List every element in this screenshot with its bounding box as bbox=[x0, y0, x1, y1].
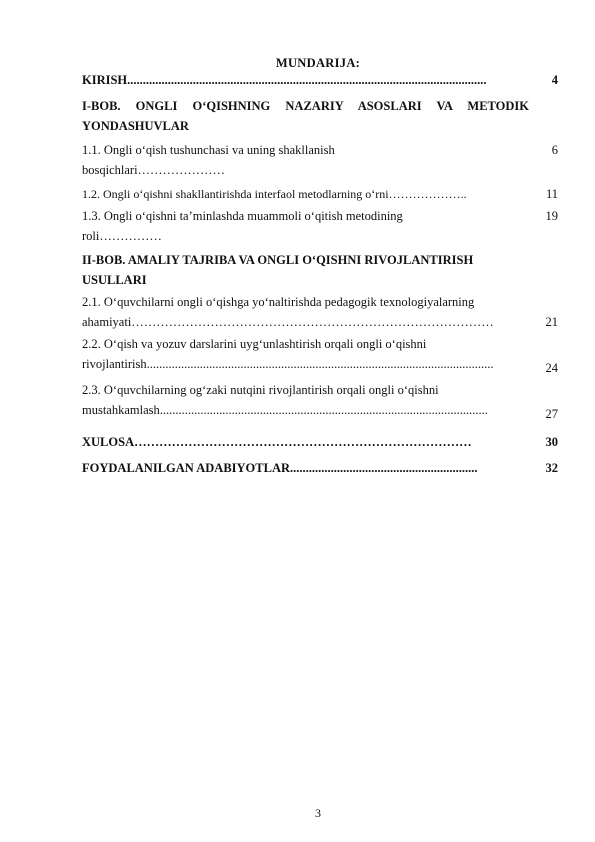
toc-entry-text bbox=[82, 380, 529, 420]
toc-entry-line: roli…………… bbox=[82, 229, 162, 243]
toc-entry-line: rivojlantirish............................................................................................................... bbox=[82, 357, 494, 371]
toc-entry-chapter-1[interactable] bbox=[82, 96, 558, 136]
toc-entry-line: 2.2. O‘qish va yozuv darslarini uyg‘unlashtirish orqali ongli o‘qishni bbox=[82, 337, 427, 351]
toc-entry-line: mustahkamlash......................................................................................................... bbox=[82, 403, 488, 417]
toc-entry-line: bosqichlari………………… bbox=[82, 163, 226, 177]
toc-entry-line: YONDASHUVLAR bbox=[82, 119, 189, 133]
toc-entry-1-3[interactable] bbox=[82, 206, 558, 246]
toc-page-number: 21 bbox=[545, 315, 558, 329]
toc-page-number: 32 bbox=[545, 461, 558, 475]
toc-entry-line: ahamiyati…………………………………………………………………………… bbox=[82, 315, 494, 329]
toc-entry-text: 1.2. Ongli o‘qishni shakllantirishda interfaol metodlarning o‘rni……………….. bbox=[82, 187, 467, 201]
toc-entry-2-1[interactable] bbox=[82, 292, 558, 332]
toc-entry-line: USULLARI bbox=[82, 273, 147, 287]
toc-entry-text bbox=[82, 334, 529, 374]
toc-page-number: 19 bbox=[545, 209, 558, 223]
table-of-contents bbox=[82, 70, 558, 478]
toc-page-number: 4 bbox=[551, 73, 558, 87]
toc-page-number: 24 bbox=[545, 361, 558, 375]
toc-page-number: 11 bbox=[545, 187, 558, 201]
toc-entry-text bbox=[82, 292, 529, 332]
toc-entry-1-2[interactable] bbox=[82, 184, 558, 204]
toc-entry-xulosa[interactable] bbox=[82, 432, 558, 452]
toc-entry-2-2[interactable] bbox=[82, 334, 558, 378]
toc-entry-text bbox=[82, 250, 529, 290]
toc-entry-text: XULOSA……………………………………………………………………… bbox=[82, 435, 472, 449]
toc-entry-line: 1.1. Ongli o‘qish tushunchasi va uning shakllanish bbox=[82, 143, 335, 157]
toc-page-number: 30 bbox=[545, 435, 558, 449]
toc-title: MUNDARIJA: bbox=[275, 56, 361, 70]
toc-entry-line: 1.3. Ongli o‘qishni ta’minlashda muammoli o‘qitish metodining bbox=[82, 209, 403, 223]
toc-entry-line: I-BOB. ONGLI O‘QISHNING NAZARIY ASOSLARI VA METODIK bbox=[82, 99, 529, 113]
page-number-footer: 3 bbox=[315, 806, 321, 820]
toc-entry-1-1[interactable] bbox=[82, 140, 558, 180]
toc-entry-2-3[interactable] bbox=[82, 380, 558, 424]
toc-page-number: 6 bbox=[551, 143, 558, 157]
toc-entry-line: 2.3. O‘quvchilarning og‘zaki nutqini rivojlantirish orqali ongli o‘qishni bbox=[82, 383, 439, 397]
toc-entry-text: FOYDALANILGAN ADABIYOTLAR............................................................ bbox=[82, 461, 478, 475]
toc-entry-line: 2.1. O‘quvchilarni ongli o‘qishga yo‘naltirishda pedagogik texnologiyalarning bbox=[82, 295, 475, 309]
toc-entry-kirish[interactable] bbox=[82, 70, 558, 90]
toc-entry-adabiyotlar[interactable] bbox=[82, 458, 558, 478]
toc-entry-text bbox=[82, 96, 529, 136]
toc-entry-text bbox=[82, 140, 529, 180]
toc-entry-chapter-2[interactable] bbox=[82, 250, 558, 290]
toc-entry-line: II-BOB. AMALIY TAJRIBA VA ONGLI O‘QISHNI RIVOJLANTIRISH bbox=[82, 253, 474, 267]
toc-entry-text bbox=[82, 206, 529, 246]
toc-entry-text: KIRISH................................................................................................................... bbox=[82, 73, 487, 87]
toc-page-number: 27 bbox=[545, 407, 558, 421]
